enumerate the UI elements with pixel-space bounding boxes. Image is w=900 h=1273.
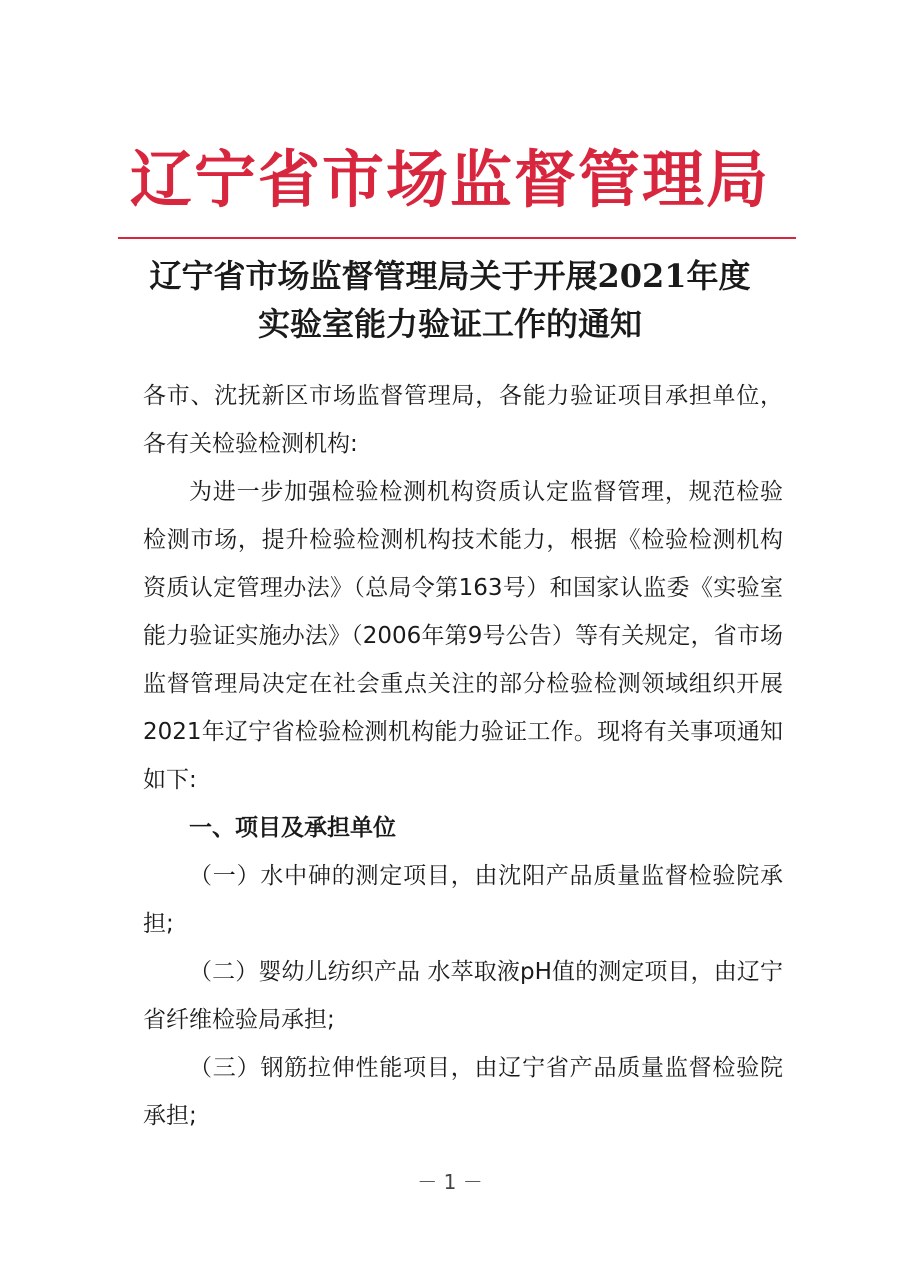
document-body xyxy=(143,372,783,1140)
section-item: （二）婴幼儿纺织产品 水萃取液pH值的测定项目，由辽宁省纤维检验局承担; xyxy=(143,959,783,1033)
intro-paragraph: 为进一步加强检验检测机构资质认定监督管理，规范检验检测市场，提升检验检测机构技术能力，根据《检验检测机构资质认定管理办法》（总局令第163号）和国家认监委《实验室能力验证实施办法》（2006年第9号公告）等有关规定，省市场监督管理局决定在社会重点关注的部分检验检测领域组织开展2021年辽宁省检验检测机构能力验证工作。现将有关事项通知如下: xyxy=(143,479,783,793)
section-heading: 一、项目及承担单位 xyxy=(189,815,396,841)
title-line-1: 辽宁省市场监督管理局关于开展2021年度 xyxy=(149,257,751,295)
section-item: （一）水中砷的测定项目，由沈阳产品质量监督检验院承担; xyxy=(143,863,783,937)
page-number: － 1 － xyxy=(417,1170,483,1194)
section-item: （三）钢筋拉伸性能项目，由辽宁省产品质量监督检验院承担; xyxy=(143,1055,783,1129)
red-divider-rule xyxy=(118,237,796,239)
title-line-2: 实验室能力验证工作的通知 xyxy=(257,305,642,343)
masthead-title: 辽宁省市场监督管理局 xyxy=(129,143,770,216)
document-title xyxy=(0,252,900,348)
addressee: 各市、沈抚新区市场监督管理局，各能力验证项目承担单位，各有关检验检测机构: xyxy=(143,383,783,457)
